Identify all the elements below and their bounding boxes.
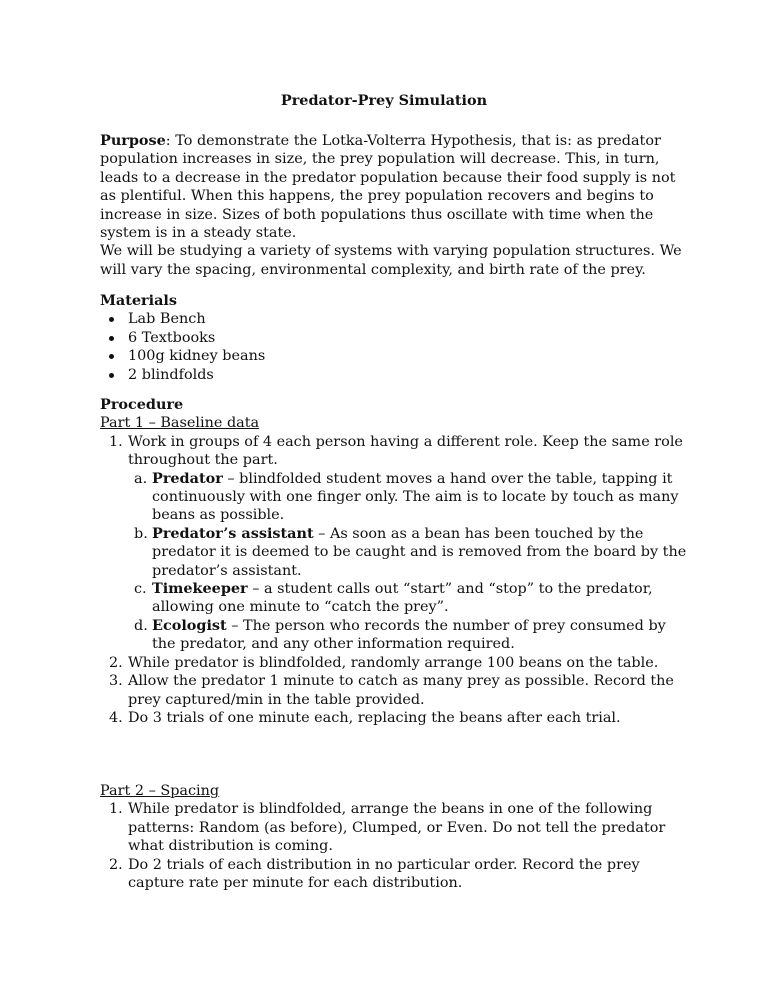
purpose-text: : To demonstrate the Lotka-Volterra Hypothesis, that is: as predator population increases in size, the prey population will decrease. This, in turn, leads to a decrease in the predator population because their food supply is not as plentiful. When this happens, the prey population recovers and begins to increase in size. Sizes of both populations thus oscillate with time when the system is in a steady state.: [100, 133, 676, 242]
purpose-paragraph-2: We will be studying a variety of systems with varying population structures. We will vary the spacing, environmental complexity, and birth rate of the prey.: [100, 243, 682, 278]
role-text: – The person who records the number of prey consumed by the predator, and any other information required.: [152, 617, 666, 653]
part2-steps: [100, 800, 690, 892]
step-number: 2.: [109, 654, 123, 671]
purpose-section: [100, 132, 690, 279]
page-title: Predator-Prey Simulation: [280, 92, 488, 109]
step-text: While predator is blindfolded, arrange the beans in one of the following patterns: Random (as before), Clumped, or Even. Do not tell the predator what distribution is coming.: [128, 801, 666, 855]
list-item: [100, 654, 690, 672]
part2-section: [100, 782, 690, 892]
part2-heading: Part 2 – Spacing: [100, 783, 220, 799]
role-text: – blindfolded student moves a hand over the table, tapping it continuously with one finger only. The aim is to locate by touch as many beans as possible.: [152, 470, 679, 524]
step-text: Work in groups of 4 each person having a different role. Keep the same role throughout the part.: [128, 433, 683, 469]
list-item: 100g kidney beans: [100, 347, 690, 365]
role-letter: b.: [134, 525, 148, 542]
procedure-section: [100, 396, 690, 727]
step-number: 1.: [109, 801, 123, 818]
procedure-heading: Procedure: [100, 396, 184, 413]
step-text: While predator is blindfolded, randomly arrange 100 beans on the table.: [128, 654, 659, 671]
role-label: Predator: [152, 469, 223, 487]
role-text: – As soon as a bean has been touched by the predator it is deemed to be caught and is removed from the board by the predator’s assistant.: [152, 525, 687, 579]
step-number: 1.: [109, 433, 123, 450]
list-item: [100, 617, 690, 654]
materials-heading: Materials: [100, 292, 177, 309]
step-number: 3.: [109, 673, 123, 690]
step-number: 4.: [109, 709, 123, 726]
list-item: [100, 525, 690, 580]
step-text: Allow the predator 1 minute to catch as many prey as possible. Record the prey captured/min in the table provided.: [128, 673, 674, 708]
part1-steps: [100, 433, 690, 728]
step-text: Do 3 trials of one minute each, replacing the beans after each trial.: [128, 709, 621, 726]
list-item: [100, 709, 690, 727]
role-letter: d.: [134, 617, 148, 634]
list-item: [100, 470, 690, 525]
part1-heading: Part 1 – Baseline data: [100, 415, 260, 432]
list-item: Lab Bench: [100, 310, 690, 328]
roles-list: [100, 470, 690, 654]
role-letter: c.: [134, 581, 147, 598]
purpose-label: Purpose: [100, 132, 166, 149]
list-item: 2 blindfolds: [100, 366, 690, 384]
materials-list: [100, 310, 690, 384]
purpose-paragraph: [100, 132, 690, 242]
list-item: [100, 580, 690, 617]
list-item: [100, 800, 690, 855]
role-label: Ecologist: [152, 616, 227, 634]
list-item: 6 Textbooks: [100, 329, 690, 347]
step-text: Do 2 trials of each distribution in no particular order. Record the prey capture rate per minute for each distribution.: [128, 856, 640, 892]
list-item: [100, 672, 690, 709]
list-item: [100, 856, 690, 893]
materials-section: [100, 292, 690, 384]
role-label: Predator’s assistant: [152, 524, 314, 542]
role-label: Timekeeper: [152, 580, 248, 598]
role-text: – a student calls out “start” and “stop” to the predator, allowing one minute to “catch the prey”.: [152, 581, 653, 616]
list-item: [100, 433, 690, 654]
role-letter: a.: [134, 470, 148, 487]
step-number: 2.: [109, 856, 123, 873]
